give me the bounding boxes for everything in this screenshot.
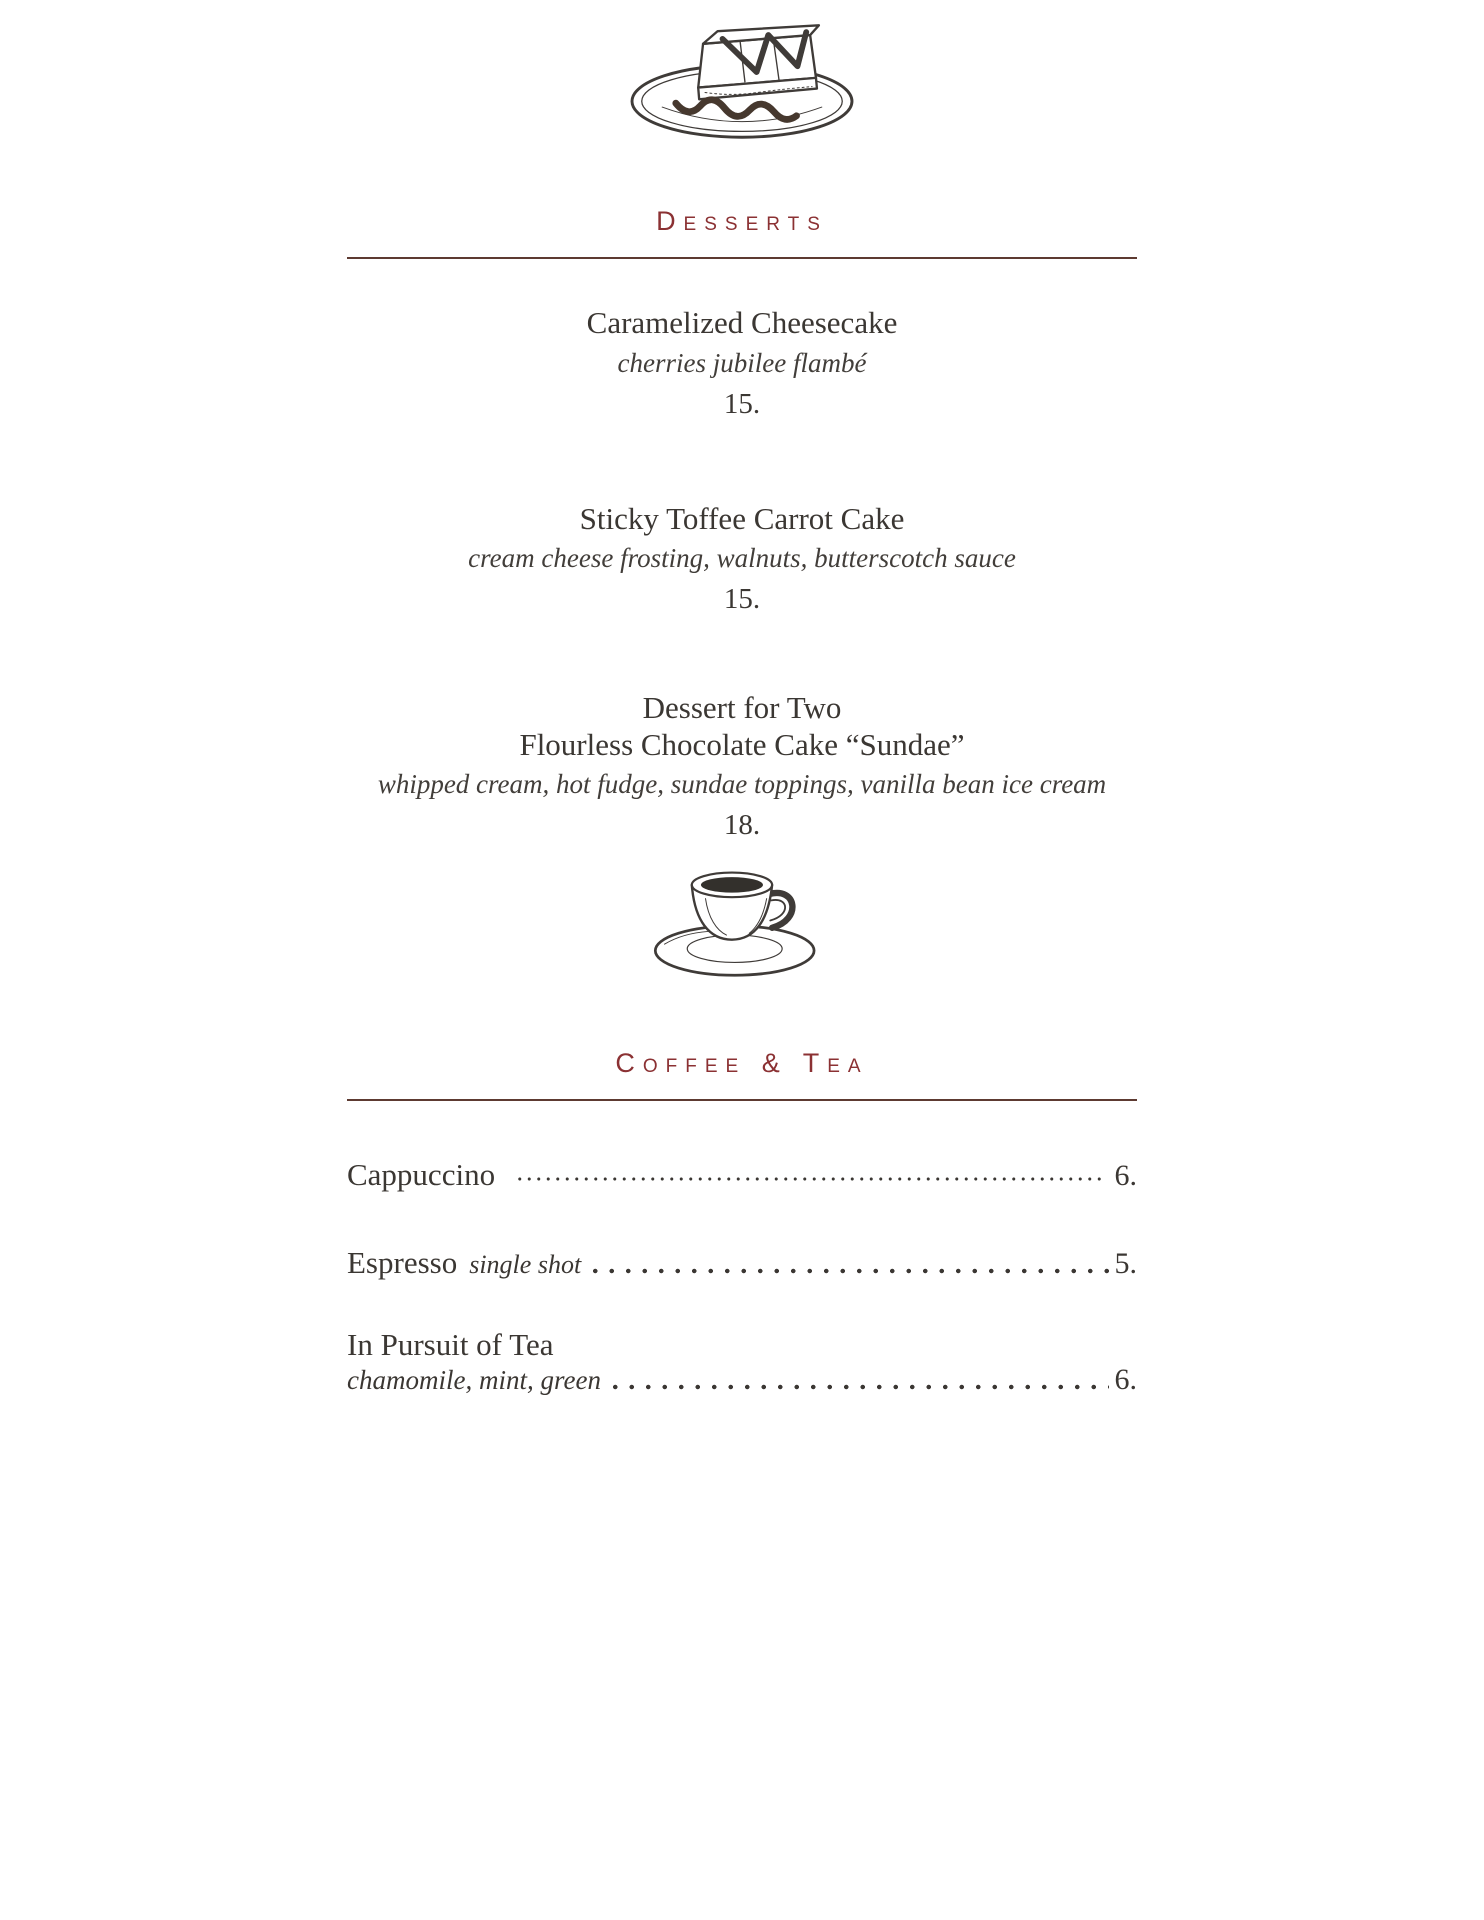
item-name: Sticky Toffee Carrot Cake (579, 500, 905, 536)
dotted-leader (587, 1264, 1108, 1278)
tea-description-row (347, 1363, 1137, 1397)
item-name: Cappuccino (347, 1157, 496, 1193)
dotted-leader (515, 1172, 1102, 1186)
item-description: cherries jubilee flambé (617, 347, 867, 378)
item-description: chamomile, mint, green (347, 1365, 601, 1396)
dotted-leader (607, 1380, 1109, 1394)
menu-item-caramelized-cheesecake (347, 305, 1137, 421)
menu-item-espresso (347, 1245, 1137, 1281)
coffee-tea-rule (347, 1099, 1137, 1101)
coffee-cup-illustration (639, 842, 845, 988)
item-name: In Pursuit of Tea (347, 1327, 554, 1363)
item-price: 15. (723, 387, 761, 420)
item-description: whipped cream, hot fudge, sundae toppings, vanilla bean ice cream (377, 769, 1107, 800)
item-description: cream cheese frosting, walnuts, butterscotch sauce (468, 543, 1016, 574)
item-price: 5. (1114, 1247, 1137, 1281)
menu-item-dessert-for-two (347, 690, 1137, 842)
desserts-rule (347, 257, 1137, 259)
section-title-desserts: Desserts (656, 206, 828, 236)
menu-item-cappuccino (347, 1157, 1137, 1193)
item-price: 18. (723, 809, 761, 842)
item-price: 6. (1114, 1363, 1137, 1397)
item-qualifier: single shot (469, 1250, 582, 1280)
item-price: 6. (1114, 1159, 1137, 1193)
item-name-line-1: Dessert for Two (642, 690, 842, 726)
desserts-items (347, 305, 1137, 842)
menu-item-in-pursuit-of-tea (347, 1327, 1137, 1397)
coffee-tea-items (347, 1157, 1137, 1397)
section-title-coffee-tea: Coffee & Tea (615, 1048, 869, 1079)
item-price: 15. (723, 583, 761, 616)
cheesecake-illustration (622, 0, 862, 146)
item-name: Espresso (347, 1245, 458, 1281)
menu-item-sticky-toffee-carrot-cake (347, 501, 1137, 617)
item-name: Caramelized Cheesecake (586, 305, 898, 340)
item-name-line-2: Flourless Chocolate Cake “Sundae” (519, 726, 965, 762)
